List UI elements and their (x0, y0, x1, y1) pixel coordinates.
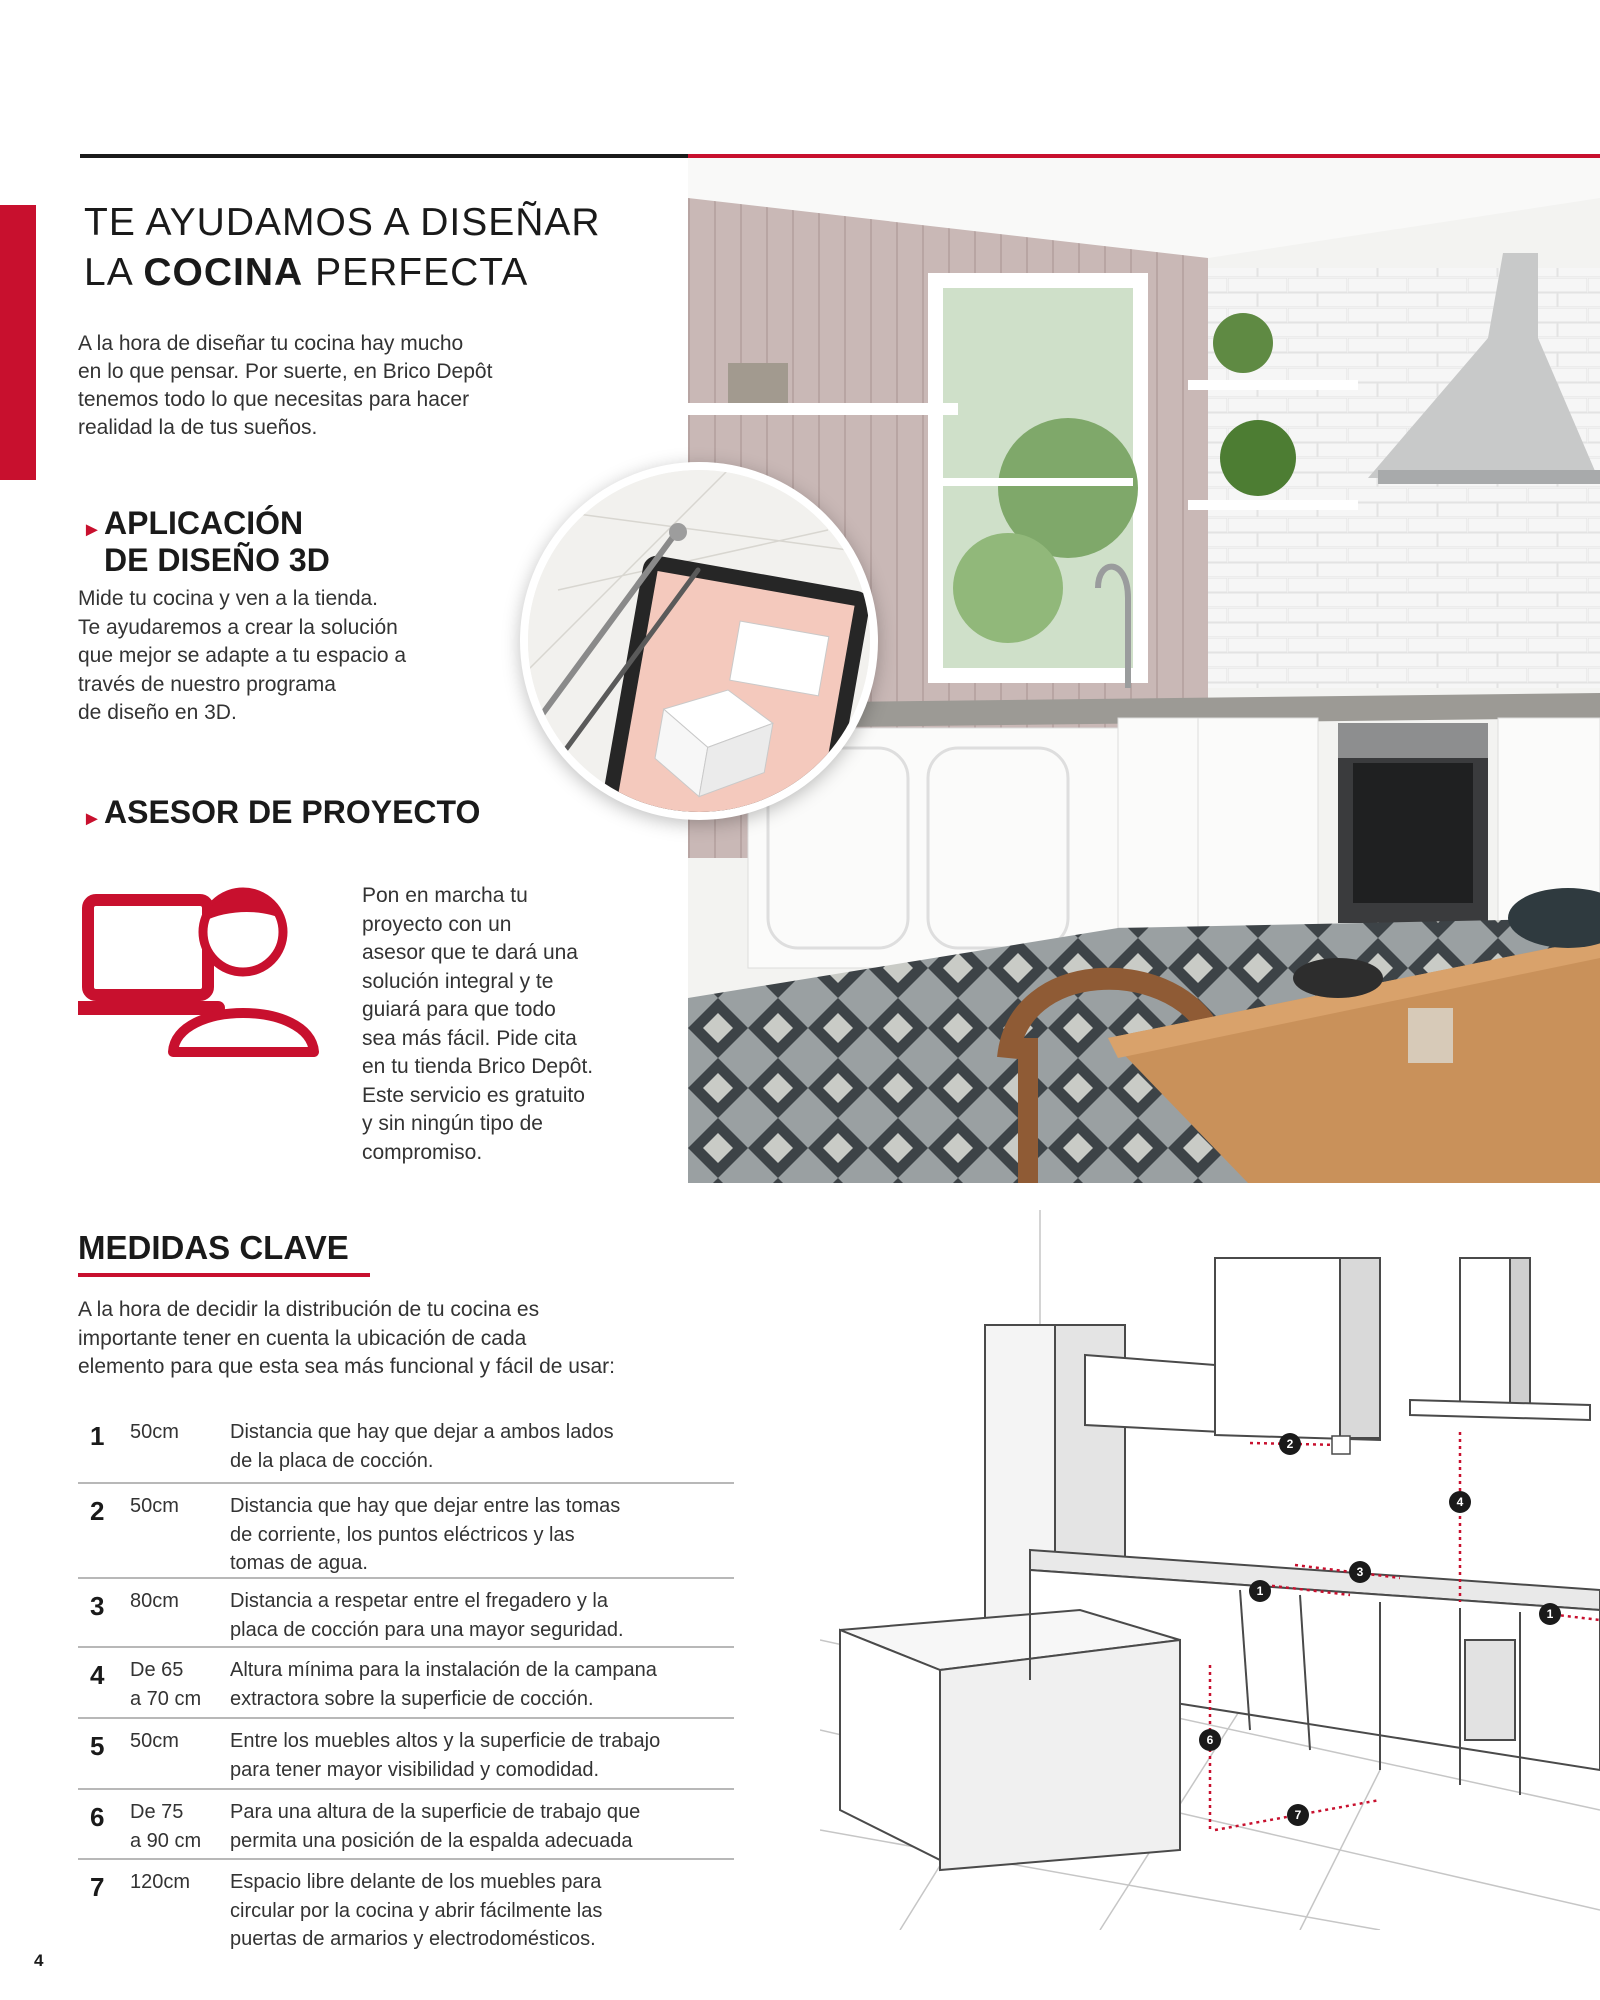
diagram-marker-3 (1349, 1561, 1371, 1583)
section-asesor-line: en tu tienda Brico Depôt. (362, 1055, 594, 1078)
diagram-marker-4 (1449, 1491, 1471, 1513)
row-value (130, 1868, 230, 1897)
intro-line: tenemos todo lo que necesitas para hacer (78, 388, 470, 411)
table-row (78, 1484, 734, 1579)
diagram-marker-label: 1 (1546, 1607, 1554, 1621)
title-line-2 (84, 248, 684, 298)
row-description-line: de la placa de cocción. (230, 1449, 434, 1472)
row-description-line: Distancia que hay que dejar a ambos lados (230, 1421, 614, 1443)
row-value-line: 80cm (130, 1590, 179, 1612)
section-asesor-line: y sin ningún tipo de (362, 1112, 543, 1135)
row-description-line: permita una posición de la espalda adecuada (230, 1829, 633, 1852)
row-value-line: 50cm (130, 1421, 179, 1443)
row-description (230, 1492, 730, 1578)
row-value-line: 120cm (130, 1871, 191, 1893)
medidas-underline (78, 1273, 370, 1277)
medidas-table (78, 1418, 734, 1956)
side-accent-bar (0, 205, 36, 480)
row-number: 5 (90, 1731, 105, 1761)
diagram-marker-7 (1287, 1804, 1309, 1826)
row-number: 3 (90, 1591, 105, 1621)
row-number: 7 (90, 1872, 105, 1902)
diagram-marker-6 (1199, 1729, 1221, 1751)
row-description-line: Altura mínima para la instalación de la campana (230, 1659, 657, 1681)
section-asesor-line: sea más fácil. Pide cita (362, 1026, 577, 1050)
row-value (130, 1587, 230, 1616)
section-asesor-line: Pon en marcha tu (362, 884, 528, 907)
row-description-line: de corriente, los puntos eléctricos y las (230, 1523, 575, 1546)
row-description-line: puertas de armarios y electrodomésticos. (230, 1928, 596, 1950)
row-value (130, 1798, 230, 1855)
row-description-line: tomas de agua. (230, 1552, 368, 1574)
diagram-marker-label: 6 (1206, 1733, 1214, 1747)
row-number: 1 (90, 1421, 105, 1451)
bullet-arrow-icon: ► (82, 519, 102, 541)
diagram-marker-label: 7 (1294, 1808, 1302, 1822)
row-value (130, 1727, 230, 1756)
outlet-icon (1332, 1436, 1350, 1454)
section-asesor-line: solución integral y te (362, 969, 554, 993)
page-number: 4 (34, 1951, 44, 1970)
computer-user-icon (78, 880, 328, 1060)
row-description-line: Para una altura de la superficie de trabajo que (230, 1801, 641, 1823)
section-asesor-line: compromiso. (362, 1140, 483, 1164)
row-description (230, 1656, 730, 1713)
row-value-line: 50cm (130, 1730, 179, 1752)
row-value-line: 50cm (130, 1495, 179, 1517)
medidas-intro-line: A la hora de decidir la distribución de tu cocina es (78, 1298, 540, 1321)
intro-line: A la hora de diseñar tu cocina hay mucho (78, 332, 464, 355)
section-asesor-heading (82, 794, 624, 831)
kitchen-measurements-diagram (820, 1210, 1600, 1930)
section-3d-heading-line: APLICACIÓN (104, 505, 304, 541)
section-3d-heading-line: DE DISEÑO 3D (104, 542, 330, 578)
top-rule (80, 154, 688, 158)
table-row (78, 1418, 734, 1484)
diagram-marker-1 (1249, 1580, 1271, 1602)
row-description-line: Espacio libre delante de los muebles para (230, 1871, 602, 1893)
row-description (230, 1587, 730, 1644)
medidas-intro-line: elemento para que esta sea más funcional y fácil de usar: (78, 1355, 615, 1378)
row-value-line: De 75 (130, 1801, 184, 1823)
diagram-marker-label: 1 (1256, 1584, 1264, 1598)
diagram-marker-2 (1279, 1433, 1301, 1455)
title-line-2-post: PERFECTA (303, 251, 529, 294)
diagram-marker-label: 2 (1286, 1437, 1294, 1451)
intro-line: realidad la de tus sueños. (78, 416, 318, 439)
row-description (230, 1418, 730, 1475)
row-description-line: para tener mayor visibilidad y comodidad. (230, 1758, 600, 1781)
row-description-line: circular por la cocina y abrir fácilmente las (230, 1899, 603, 1922)
section-3d-line: través de nuestro programa (78, 672, 336, 696)
row-value-line: a 90 cm (130, 1829, 202, 1852)
section-3d-line: Te ayudaremos a crear la solución (78, 615, 398, 639)
kitchen-cabinets (840, 1258, 1600, 1870)
section-3d-line: Mide tu cocina y ven a la tienda. (78, 587, 379, 610)
section-asesor-text (362, 882, 662, 1167)
page-title (84, 198, 684, 298)
medidas-intro (78, 1296, 758, 1382)
row-value (130, 1492, 230, 1521)
row-number: 2 (90, 1496, 105, 1526)
section-3d-line: que mejor se adapte a tu espacio a (78, 644, 407, 667)
intro-paragraph (78, 330, 598, 442)
medidas-intro-line: importante tener en cuenta la ubicación de cada (78, 1326, 527, 1350)
diagram-marker-1 (1539, 1603, 1561, 1625)
table-row (78, 1648, 734, 1719)
section-3d-text (78, 585, 508, 728)
row-value-line: a 70 cm (130, 1687, 202, 1710)
row-number: 4 (90, 1660, 105, 1690)
row-number: 6 (90, 1802, 105, 1832)
row-description-line: placa de cocción para una mayor seguridad. (230, 1618, 624, 1641)
row-value (130, 1418, 230, 1447)
title-line-2-pre: LA (84, 251, 144, 294)
section-asesor-line: guiará para que todo (362, 998, 556, 1021)
row-description-line: Distancia a respetar entre el fregadero y la (230, 1590, 608, 1612)
row-description-line: Entre los muebles altos y la superficie de trabajo (230, 1730, 661, 1752)
title-line-2-bold: COCINA (143, 251, 304, 294)
row-description (230, 1727, 730, 1784)
diagram-marker-label: 3 (1356, 1565, 1364, 1579)
tablet-3d-design-image (528, 470, 870, 812)
medidas-heading: MEDIDAS CLAVE (78, 1229, 349, 1266)
section-asesor-line: asesor que te dará una (362, 941, 578, 964)
row-value-line: De 65 (130, 1659, 184, 1681)
row-description (230, 1798, 730, 1855)
table-row (78, 1860, 734, 1956)
table-row (78, 1579, 734, 1648)
row-description-line: Distancia que hay que dejar entre las tomas (230, 1495, 621, 1517)
row-value (130, 1656, 230, 1713)
section-asesor-line: Este servicio es gratuito (362, 1083, 585, 1107)
section-3d-line: de diseño en 3D. (78, 701, 237, 724)
section-asesor-line: proyecto con un (362, 912, 512, 936)
section-3d-heading (82, 505, 504, 579)
table-row (78, 1790, 734, 1860)
title-line-1: TE AYUDAMOS A DISEÑAR (84, 201, 601, 244)
bullet-arrow-icon: ► (82, 808, 102, 830)
table-row (78, 1719, 734, 1790)
row-description (230, 1868, 730, 1954)
row-description-line: extractora sobre la superficie de cocción. (230, 1687, 594, 1710)
section-asesor-heading-text: ASESOR DE PROYECTO (104, 794, 481, 830)
design-app-inset (520, 462, 878, 820)
diagram-marker-label: 4 (1456, 1495, 1464, 1509)
intro-line: en lo que pensar. Por suerte, en Brico Depôt (78, 360, 493, 383)
